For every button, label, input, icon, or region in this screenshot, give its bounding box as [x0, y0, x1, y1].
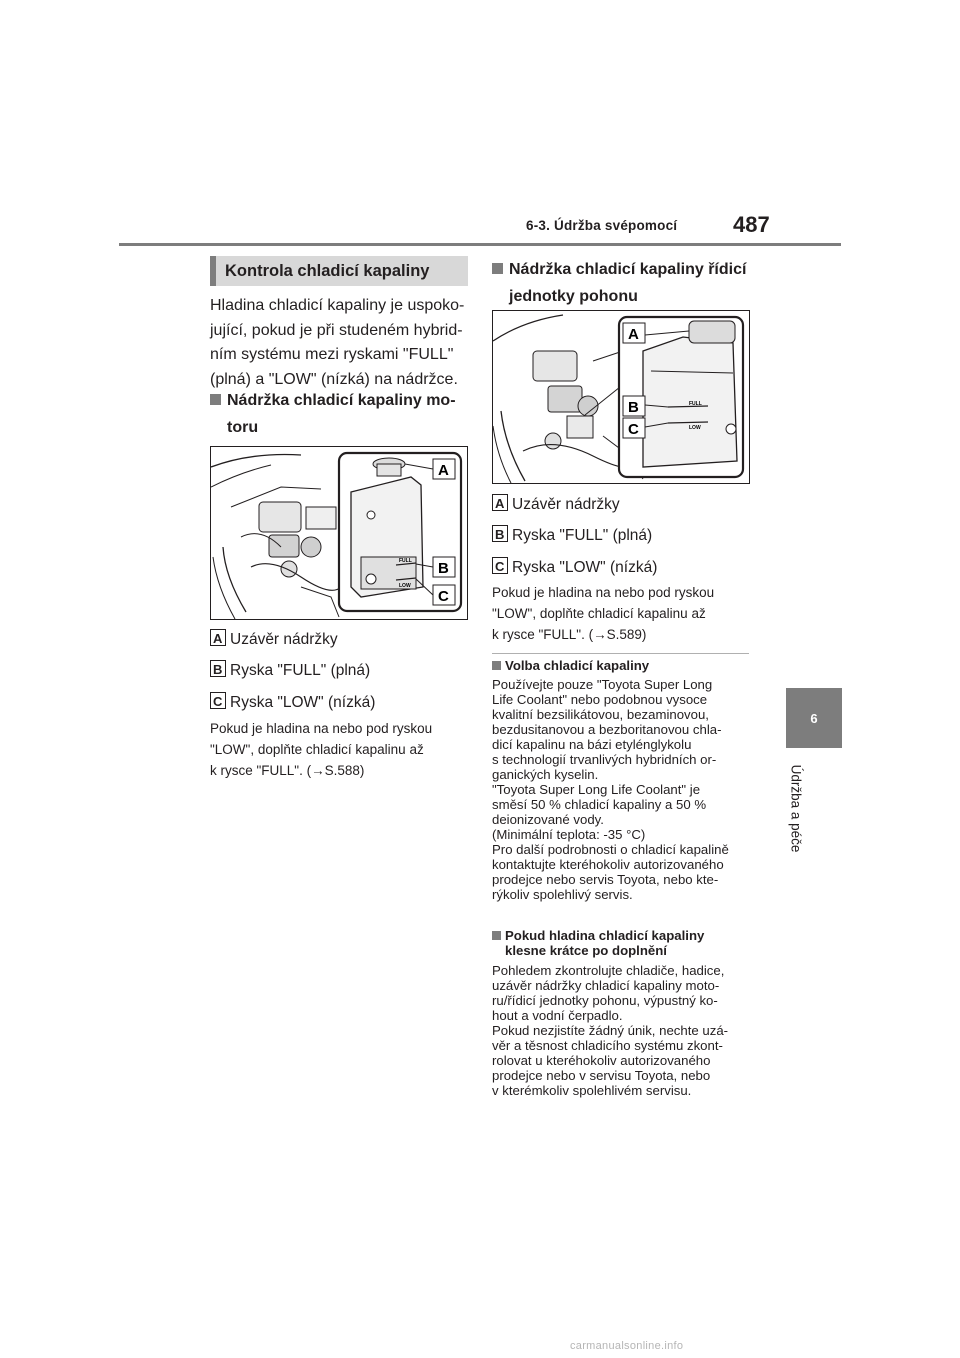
label-key: A — [210, 629, 226, 646]
coolant-selection-block — [492, 658, 754, 902]
engine-bay-illustration — [211, 447, 467, 619]
label-key: B — [492, 525, 508, 542]
intro-paragraph — [210, 294, 472, 392]
label-key: C — [210, 692, 226, 709]
full-mark: FULL — [689, 401, 702, 407]
figure-tag-c: C — [438, 588, 449, 605]
chapter-title: Údržba a péče — [788, 764, 804, 852]
header-rule — [119, 243, 841, 246]
pcu-reservoir-heading: Nádržka chladicí kapaliny řídicí jednotky pohonu — [492, 256, 754, 310]
label-item — [210, 692, 375, 714]
label-key: A — [492, 494, 508, 511]
label-key: C — [492, 557, 508, 574]
square-bullet-icon — [492, 661, 501, 670]
divider — [492, 653, 749, 654]
label-item — [492, 557, 657, 579]
label-item — [210, 660, 370, 682]
label-item — [210, 629, 338, 651]
label-item — [492, 494, 620, 516]
page-number: 487 — [733, 212, 770, 237]
low-mark: LOW — [689, 425, 701, 431]
figure-tag-a: A — [628, 326, 639, 343]
label-text: Uzávěr nádržky — [512, 496, 620, 513]
level-drop-text: Pohledem zkontrolujte chladiče, hadice, uzávěr nádržky chladicí kapaliny moto- ru/řídicí jednotky pohonu, výpustný ko- hout a vodní čerpadlo. Pokud nezjistíte žádný únik, nechte uzá- věr a těsnost chladicího systému zkont- rolovat u kteréhokoliv autorizovaného prodejce nebo v servisu Toyota, nebo v kterémkoliv spolehlivém servisu. — [492, 963, 729, 1098]
header-section-title: 6-3. Údržba svépomocí — [526, 218, 678, 233]
label-text: Ryska "LOW" (nízká) — [512, 559, 658, 576]
chapter-side-label — [771, 760, 821, 856]
section-title-bar — [210, 256, 468, 286]
square-bullet-icon — [492, 263, 503, 274]
label-text: Ryska "FULL" (plná) — [512, 527, 653, 544]
figure-tag-a: A — [438, 462, 449, 479]
label-key: B — [210, 660, 226, 677]
level-drop-heading: Pokud hladina chladicí kapaliny klesne krátce po doplnění — [492, 928, 754, 958]
level-drop-block — [492, 928, 754, 1098]
square-bullet-icon — [210, 394, 221, 405]
pcu-engine-bay-illustration — [493, 311, 749, 483]
intro-line: (plná) a "LOW" (nízká) na nádržce. — [210, 370, 458, 388]
intro-line: jující, pokud je při studeném hybrid- — [210, 321, 463, 339]
label-item — [492, 525, 652, 547]
figure-tag-b: B — [438, 560, 449, 577]
intro-line: Hladina chladicí kapaliny je uspoko- — [210, 297, 465, 314]
watermark: carmanualsonline.info — [570, 1340, 684, 1352]
coolant-selection-heading: Volba chladicí kapaliny — [492, 658, 754, 673]
figure-tag-c: C — [628, 421, 639, 438]
engine-reservoir-figure — [210, 446, 468, 620]
pcu-note: Pokud je hladina na nebo pod ryskou "LOW", doplňte chladicí kapalinu až k rysce "FULL". (→S.589) — [492, 585, 715, 642]
intro-line: ním systému mezi ryskami "FULL" — [210, 346, 454, 363]
label-text: Ryska "FULL" (plná) — [230, 662, 371, 679]
chapter-tab: 6 — [786, 688, 842, 748]
label-text: Ryska "LOW" (nízká) — [230, 694, 376, 711]
figure-tag-b: B — [628, 399, 639, 416]
low-mark: LOW — [399, 583, 411, 589]
square-bullet-icon — [492, 931, 501, 940]
coolant-selection-text: Používejte pouze "Toyota Super Long Life Coolant" nebo podobnou vysoce kvalitní bezsilikátovou, bezaminovou, bezdusitanovou a bezboritanovou chla- dicí kapalinu na bázi etylénglykolu s technologií trvanlivých hybridních or- ganických kyselin. "Toyota Super Long Life Coolant" je směsí 50 % chladicí kapaliny a 50 % deionizované vody. (Minimální teplota: -35 °C) Pro další podrobnosti o chladicí kapalině kontaktujte kteréhokoliv autorizovaného prodejce nebo servis Toyota, nebo kte- rýkoliv spolehlivý servis. — [492, 677, 729, 902]
full-mark: FULL — [399, 558, 412, 564]
section-title: Kontrola chladicí kapaliny — [225, 262, 430, 280]
engine-reservoir-heading: Nádržka chladicí kapaliny mo- toru — [210, 387, 472, 441]
label-text: Uzávěr nádržky — [230, 631, 338, 648]
pcu-reservoir-figure — [492, 310, 750, 484]
engine-note: Pokud je hladina na nebo pod ryskou "LOW", doplňte chladicí kapalinu až k rysce "FULL". (→S.588) — [210, 721, 433, 778]
